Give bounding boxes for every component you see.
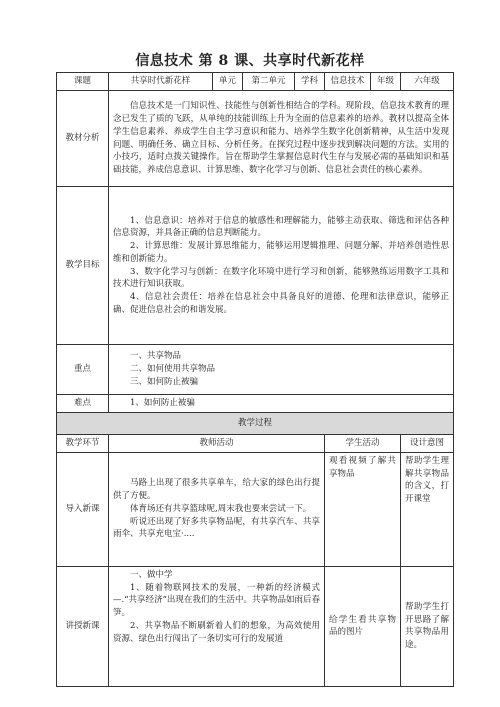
process-row-intro <box>57 452 454 566</box>
key-points-row <box>57 345 454 395</box>
topic-value: 共享时代新花样 <box>109 73 213 91</box>
teacher-activity: 马路上出现了很多共享单车，给大家的绿色出行提供了方便。 <box>113 478 320 502</box>
difficulty-label: 难点 <box>57 395 109 413</box>
goal-item: 4、信息社会责任：培养在信息社会中具备良好的道德、伦理和法律意识，能够正确、促进信息社会的和谐发展。 <box>113 292 449 315</box>
process-header: 教学过程 <box>57 412 454 434</box>
process-columns-row <box>57 434 454 452</box>
design-intent: 帮助学生理解共享物品的含义，打开课堂 <box>405 455 449 504</box>
course-info-row <box>57 73 454 91</box>
column-header: 教师活动 <box>109 434 325 452</box>
unit-value: 第二单元 <box>243 73 295 91</box>
key-point-item: 二、如何使用共享物品 <box>130 364 216 375</box>
goals-label: 教学目标 <box>57 187 109 345</box>
student-activity: 给学生看共享物品的图片 <box>329 614 396 638</box>
column-header: 教学环节 <box>57 434 109 452</box>
topic-label: 课题 <box>57 73 109 91</box>
unit-label: 单元 <box>213 73 243 91</box>
column-header: 学生活动 <box>325 434 401 452</box>
key-points-label: 重点 <box>57 345 109 395</box>
analysis-text: 信息技术是一门知识性、技能性与创新性相结合的学科。现阶段，信息技术教育的理念已发生了质的飞跃，从单纯的技能训练上升为全面的信息素养的培养。教材以提高全体学生信息素养、养成学生自主学习意识和能力、培养学生数字化创新精神，从生活中发现问题、明确任务、确立目标、分析任务。在探究过程中逐步找到解决问题的方法。实用的小技巧，适时点拨关键操作。旨在帮助学生掌握信息时代生存与发展必需的基础知识和基础技能，养成信息意识、计算思维、数字化学习与创新、信息社会责任的核心素养。 <box>113 101 449 175</box>
teacher-activity: 1、随着物联网技术的发展，一种新的经济模式—.“共享经济”出现在我们的生活中。共享物品如雨后春笋。 <box>113 582 320 618</box>
goal-item: 1、信息意识：培养对于信息的敏感性和理解能力，能够主动获取、筛选和评估各种信息资源，并具备正确的信息判断能力。 <box>113 215 449 239</box>
lesson-plan-table <box>56 72 454 687</box>
process-header-row <box>57 412 454 434</box>
teacher-activity: 体育场还有共享篮球呢,周末我也要来尝试一下。 <box>130 503 312 514</box>
difficulty-row <box>57 395 454 413</box>
column-header: 设计意图 <box>401 434 454 452</box>
goals-row <box>57 187 454 345</box>
document-title: 信息技术 第 8 课、共享时代新花样 <box>135 53 365 69</box>
difficulty-text: 1、如何防止被骗 <box>130 398 195 408</box>
subject-value: 信息技术 <box>325 73 371 91</box>
grade-value: 六年级 <box>401 73 454 91</box>
teacher-activity-heading: 一、做中学 <box>130 569 173 580</box>
teacher-activity: 听说还出现了好多共享物品呢，有共享汽车、共享雨伞、共享充电宝·.... <box>113 516 320 540</box>
stage-label: 导入新课 <box>57 452 109 566</box>
stage-label: 讲授新课 <box>57 566 109 686</box>
subject-label: 学科 <box>295 73 325 91</box>
grade-label: 年级 <box>371 73 401 91</box>
analysis-label: 教材分析 <box>57 91 109 187</box>
teacher-activity: 2、共享物品不断刷新着人们的想象，为高效使用资源、绿色出行闯出了一条切实可行的发展道 <box>113 620 320 644</box>
key-point-item: 一、共享物品 <box>130 351 182 362</box>
student-activity: 观看视频了解共享物品 <box>329 455 396 479</box>
process-row-teach <box>57 566 454 686</box>
goal-item: 2、计算思维：发展计算思维能力，能够运用逻辑推理、问题分解、并培养创造性思维和创新能力。 <box>113 241 449 264</box>
goal-item: 3、数字化学习与创新：在数字化环境中进行学习和创新，能够熟练运用数字工具和技术进行知识获取。 <box>113 266 449 290</box>
key-point-item: 三、如何防止被骗 <box>130 376 199 387</box>
design-intent: 帮助学生打开思路了解共享物品用途。 <box>405 601 449 650</box>
analysis-row <box>57 91 454 187</box>
